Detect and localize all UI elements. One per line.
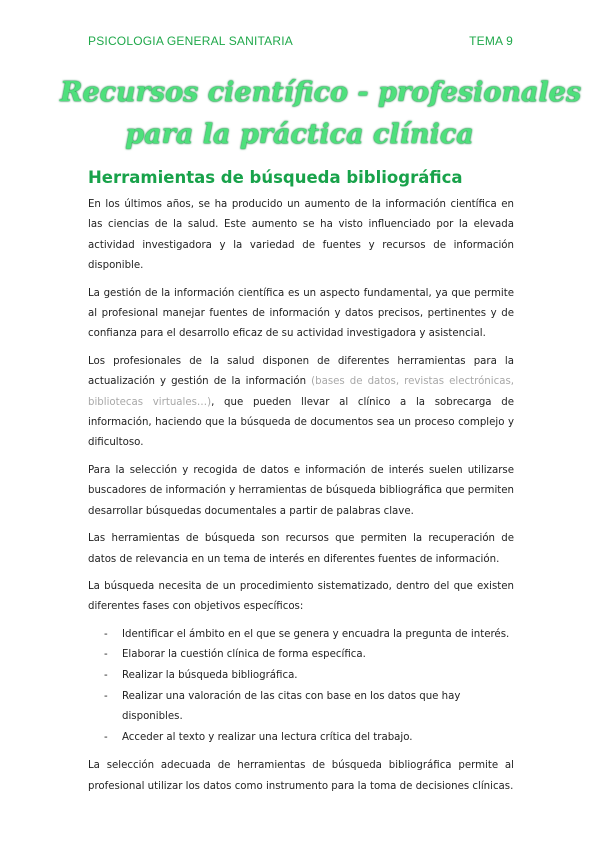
phases-list bbox=[88, 625, 514, 749]
list-item-text: Acceder al texto y realizar una lectura crítica del trabajo. bbox=[122, 731, 413, 743]
list-item bbox=[88, 687, 514, 728]
paragraph-6: La búsqueda necesita de un procedimiento sistematizado, dentro del que existen diferentes fases con objetivos específicos: bbox=[88, 580, 514, 613]
page-title bbox=[60, 72, 582, 156]
page-header bbox=[88, 34, 513, 48]
list-bullet: - bbox=[104, 731, 108, 743]
header-subject: PSICOLOGIA GENERAL SANITARIA bbox=[88, 34, 293, 48]
paragraph-5: Las herramientas de búsqueda son recursos que permiten la recuperación de datos de relevancia en un tema de interés en diferentes fuentes de información. bbox=[88, 533, 514, 565]
list-item-text: Elaborar la cuestión clínica de forma específica. bbox=[122, 649, 366, 661]
list-bullet: - bbox=[104, 690, 108, 702]
list-item bbox=[88, 645, 514, 666]
list-item-text: Identificar el ámbito en el que se genera y encuadra la pregunta de interés. bbox=[122, 628, 510, 640]
list-item bbox=[88, 728, 514, 749]
title-line-1: Recursos científico - profesionales bbox=[60, 77, 582, 108]
paragraph-7: La selección adecuada de herramientas de búsqueda bibliográfica permite al profesional utilizar los datos como instrumento para la toma de decisiones clínicas. bbox=[88, 760, 514, 792]
list-item-text: Realizar la búsqueda bibliográfica. bbox=[122, 669, 298, 681]
list-item-text: Realizar una valoración de las citas con base en los datos que hay disponibles. bbox=[122, 690, 461, 723]
paragraph-3 bbox=[88, 352, 514, 454]
header-topic-number: TEMA 9 bbox=[469, 34, 513, 48]
list-bullet: - bbox=[104, 669, 108, 681]
list-item bbox=[88, 666, 514, 687]
paragraph-3-end: , que pueden llevar al clínico a la sobrecarga de información, haciendo que la búsqueda de documentos sea un proceso complejo y dificultoso. bbox=[88, 396, 514, 449]
section-heading: Herramientas de búsqueda bibliográfica bbox=[88, 168, 463, 187]
paragraph-3-start: Los profesionales de la salud disponen de diferentes herramientas para la actualización y gestión de la información bbox=[88, 355, 514, 388]
paragraph-3-examples: (bases de datos, revistas electrónicas, bibliotecas virtuales…) bbox=[88, 376, 514, 408]
body-text bbox=[88, 195, 514, 804]
title-line-2: para la práctica clínica bbox=[125, 119, 474, 150]
list-bullet: - bbox=[104, 628, 108, 640]
list-item bbox=[88, 625, 514, 646]
list-bullet: - bbox=[104, 649, 108, 661]
paragraph-1: En los últimos años, se ha producido un aumento de la información científica en las ciencias de la salud. Este aumento se ha visto influenciado por la elevada actividad investigadora y la variedad de fuentes y recursos de información disponible. bbox=[88, 199, 514, 272]
paragraph-2: La gestión de la información científica es un aspecto fundamental, ya que permite al profesional manejar fuentes de información y datos precisos, pertinentes y de confianza para el desarrollo eficaz de su actividad investigadora y asistencial. bbox=[88, 287, 514, 340]
paragraph-4: Para la selección y recogida de datos e información de interés suelen utilizarse buscadores de información y herramientas de búsqueda bibliográfica que permiten desarrollar búsquedas documentales a partir de palabras clave. bbox=[88, 464, 514, 517]
